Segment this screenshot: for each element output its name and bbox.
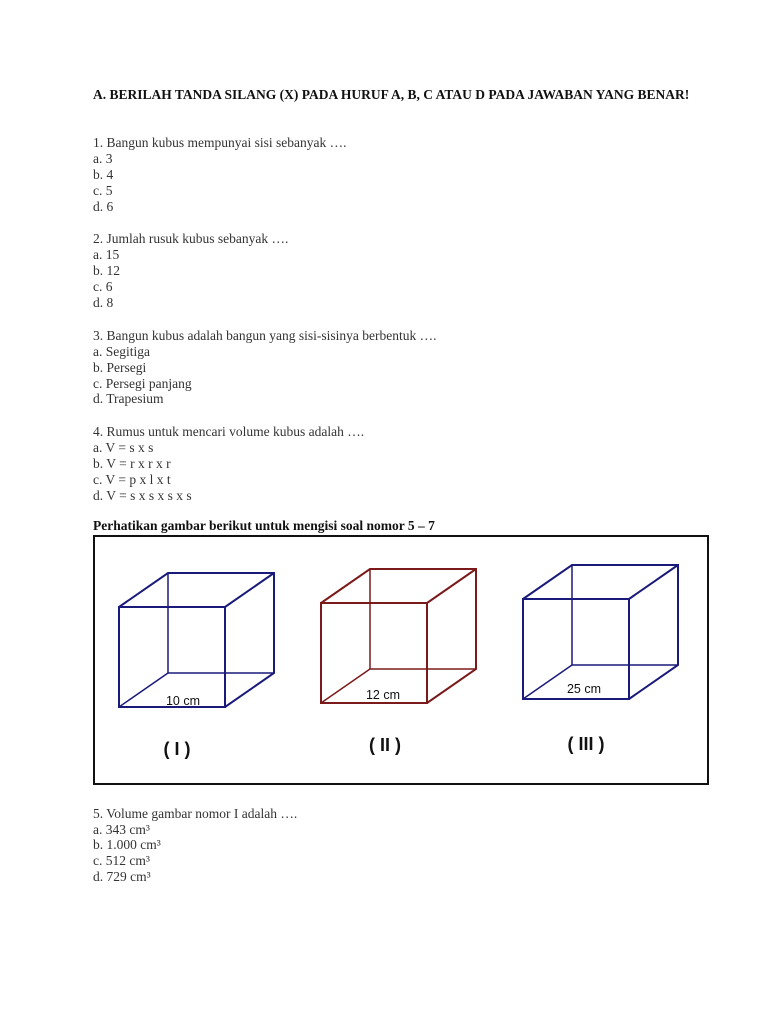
- question-1-option-d: d. 6: [93, 199, 114, 214]
- question-2-option-b: b. 12: [93, 263, 120, 278]
- question-3-text: 3. Bangun kubus adalah bangun yang sisi-sisinya berbentuk ….: [93, 328, 437, 343]
- cube-1-edge-label: 10 cm: [165, 694, 201, 708]
- cube-3-roman-label: ( III ): [567, 734, 605, 754]
- question-2-option-c: c. 6: [93, 279, 113, 294]
- question-1-option-b: b. 4: [93, 167, 114, 182]
- section-heading: A. BERILAH TANDA SILANG (X) PADA HURUF A, B, C ATAU D PADA JAWABAN YANG BENAR!: [93, 87, 690, 102]
- question-4-text: 4. Rumus untuk mencari volume kubus adalah ….: [93, 424, 365, 439]
- question-5-option-c: c. 512 cm³: [93, 853, 150, 868]
- figure-instruction: Perhatikan gambar berikut untuk mengisi soal nomor 5 – 7: [93, 518, 435, 533]
- question-1-text: 1. Bangun kubus mempunyai sisi sebanyak ….: [93, 135, 347, 150]
- question-3-option-c: c. Persegi panjang: [93, 376, 192, 391]
- cube-2-roman-label: ( II ): [369, 735, 401, 755]
- question-4-option-c: c. V = p x l x t: [93, 472, 171, 487]
- question-5-option-b: b. 1.000 cm³: [93, 837, 161, 852]
- question-4-option-b: b. V = r x r x r: [93, 456, 171, 471]
- question-3-option-a: a. Segitiga: [93, 344, 150, 359]
- cubes-illustration: [95, 537, 711, 787]
- question-5-text: 5. Volume gambar nomor I adalah ….: [93, 806, 298, 821]
- cube-3-edge-label: 25 cm: [566, 682, 602, 696]
- question-2-option-d: d. 8: [93, 295, 114, 310]
- question-5-option-d: d. 729 cm³: [93, 869, 151, 884]
- question-1-option-a: a. 3: [93, 151, 113, 166]
- cube-3: [523, 565, 678, 699]
- cube-2: [321, 569, 476, 703]
- question-5-option-a: a. 343 cm³: [93, 822, 150, 837]
- question-4-option-d: d. V = s x s x s x s: [93, 488, 192, 503]
- cube-1: [119, 573, 274, 707]
- question-2-option-a: a. 15: [93, 247, 120, 262]
- cube-2-edge-label: 12 cm: [365, 688, 401, 702]
- cube-1-roman-label: ( I ): [163, 739, 191, 759]
- question-4-option-a: a. V = s x s: [93, 440, 154, 455]
- question-3-option-b: b. Persegi: [93, 360, 147, 375]
- question-1-option-c: c. 5: [93, 183, 113, 198]
- question-2-text: 2. Jumlah rusuk kubus sebanyak ….: [93, 231, 289, 246]
- cube-figure-box: [93, 535, 709, 785]
- question-3-option-d: d. Trapesium: [93, 391, 164, 406]
